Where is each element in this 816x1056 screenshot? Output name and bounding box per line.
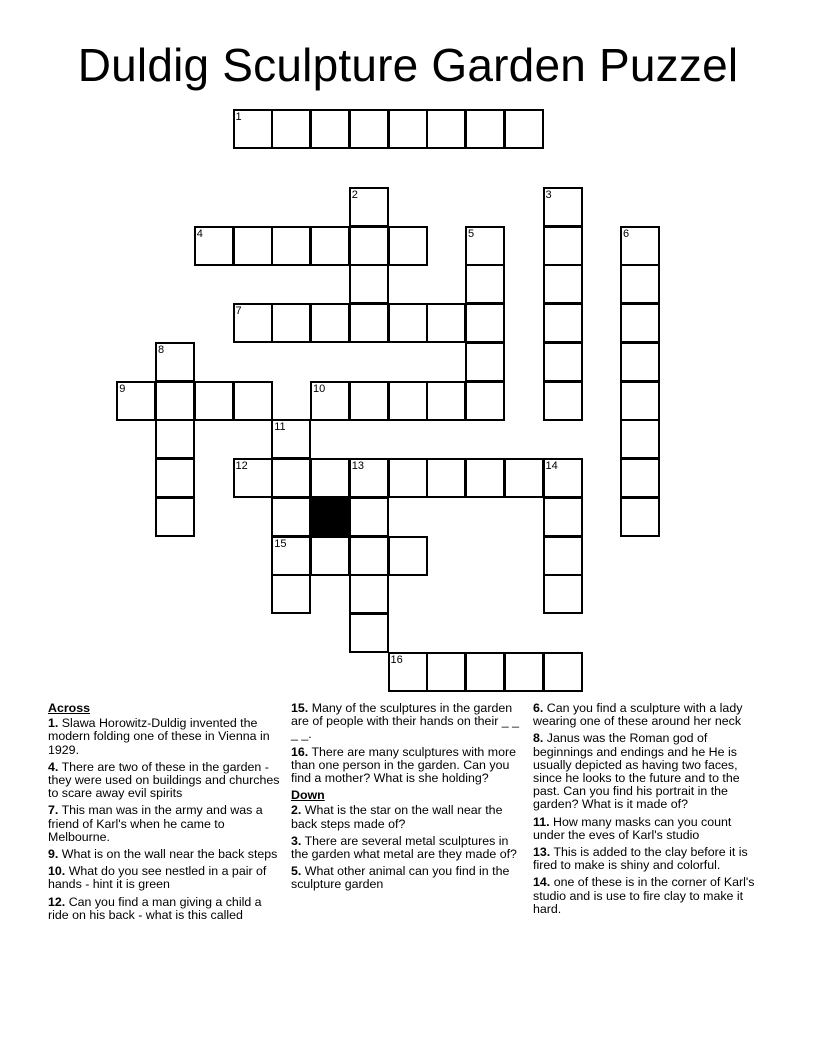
grid-cell[interactable] [349, 458, 389, 498]
grid-cell[interactable] [543, 536, 583, 576]
clue-text: Many of the sculptures in the garden are of people with their hands on their _ _ _ _. [291, 701, 519, 742]
grid-cell[interactable] [504, 109, 544, 149]
clue-text: Janus was the Roman god of beginnings and endings and he He is usually depicted as having two faces, since he looks to the future and to the past. Can you find his portrait in the garden? What is it made of? [533, 731, 740, 812]
clue-down-3 [291, 835, 523, 861]
clue-across-16 [291, 746, 523, 786]
grid-cell[interactable] [388, 226, 428, 266]
clue-number-label: 3 [545, 188, 552, 201]
grid-cell[interactable] [310, 109, 350, 149]
grid-cell[interactable] [233, 381, 273, 421]
grid-cell[interactable] [155, 497, 195, 537]
grid-cell[interactable] [543, 381, 583, 421]
clue-number-label: 14 [545, 460, 558, 472]
clue-text: There are two of these in the garden - they were used on buildings and churches to scare away evil spirits [48, 759, 280, 801]
grid-cell[interactable] [349, 574, 389, 614]
clue-across-7 [48, 804, 280, 844]
clue-text: This is added to the clay before it is fired to make is shiny and colorful. [533, 845, 748, 873]
grid-cell[interactable] [271, 226, 311, 266]
grid-cell[interactable] [349, 226, 389, 266]
clue-number-label: 4 [196, 227, 203, 240]
grid-cell[interactable] [388, 536, 428, 576]
grid-cell[interactable] [310, 226, 350, 266]
grid-cell[interactable] [543, 342, 583, 382]
grid-cell[interactable] [388, 303, 428, 343]
grid-cell[interactable] [465, 109, 505, 149]
grid-cell[interactable] [388, 109, 428, 149]
grid-cell[interactable] [310, 381, 350, 421]
grid-cell[interactable] [349, 536, 389, 576]
clue-across-10 [48, 865, 280, 891]
clue-number: 1. [48, 716, 59, 731]
clue-number: 4. [48, 759, 59, 774]
clue-number: 14. [533, 875, 551, 890]
grid-cell[interactable] [620, 226, 660, 266]
grid-cell[interactable] [271, 303, 311, 343]
grid-cell[interactable] [271, 109, 311, 149]
clue-text: How many masks can you count under the eves of Karl's studio [533, 814, 732, 842]
grid-cell[interactable] [155, 381, 195, 421]
grid-cell[interactable] [310, 536, 350, 576]
clue-across-1 [48, 717, 280, 757]
page-title: Duldig Sculpture Garden Puzzel [77, 39, 739, 91]
grid-cell[interactable] [620, 497, 660, 537]
grid-cell[interactable] [620, 342, 660, 382]
grid-cell[interactable] [543, 264, 583, 304]
grid-cell[interactable] [543, 458, 583, 498]
grid-cell[interactable] [271, 497, 311, 537]
grid-cell[interactable] [465, 342, 505, 382]
grid-cell[interactable] [465, 652, 505, 692]
clue-number: 12. [48, 894, 66, 909]
clue-text: There are many sculptures with more than one person in the garden. Can you find a mother? What is she holding? [291, 744, 516, 786]
grid-cell[interactable] [155, 458, 195, 498]
clue-number: 7. [48, 803, 59, 818]
clue-text: What is on the wall near the back steps [61, 847, 278, 862]
clue-number-label: 7 [235, 305, 242, 317]
grid-cell[interactable] [620, 458, 660, 498]
clue-number: 16. [291, 744, 309, 759]
clue-across-9 [48, 848, 280, 861]
clue-down-2 [291, 804, 523, 830]
clue-number: 9. [48, 847, 59, 862]
grid-cell[interactable] [349, 303, 389, 343]
clue-across-4 [48, 761, 280, 801]
clue-column-2 [291, 702, 523, 896]
grid-cell[interactable] [233, 303, 273, 343]
grid-cell[interactable] [310, 303, 350, 343]
grid-cell[interactable] [620, 381, 660, 421]
clue-number-label: 6 [623, 227, 630, 240]
clue-text: What other animal can you find in the sculpture garden [291, 864, 510, 892]
grid-cell[interactable] [543, 226, 583, 266]
grid-cell[interactable] [426, 303, 466, 343]
grid-cell[interactable] [349, 613, 389, 653]
grid-cell[interactable] [388, 652, 428, 692]
clue-column-3 [533, 702, 765, 920]
clue-across-12 [48, 896, 280, 922]
grid-cell[interactable] [116, 381, 156, 421]
grid-cell[interactable] [426, 109, 466, 149]
clue-number-label: 11 [274, 421, 286, 434]
clue-number-label: 16 [390, 653, 403, 666]
grid-cell[interactable] [426, 381, 466, 421]
grid-cell[interactable] [194, 381, 234, 421]
clue-down-8 [533, 732, 765, 811]
grid-cell[interactable] [465, 264, 505, 304]
grid-cell[interactable] [310, 458, 350, 498]
grid-cell[interactable] [543, 187, 583, 227]
grid-cell[interactable] [349, 187, 389, 227]
clue-number-label: 2 [351, 188, 358, 201]
grid-cell[interactable] [620, 303, 660, 343]
clue-number: 2. [291, 803, 302, 818]
grid-cell[interactable] [388, 381, 428, 421]
clue-text: one of these is in the corner of Karl's studio and is use to fire clay to make it hard. [533, 875, 755, 916]
grid-cell[interactable] [271, 458, 311, 498]
grid-cell[interactable] [426, 652, 466, 692]
clue-number-label: 15 [274, 537, 287, 550]
clue-number: 11. [533, 814, 550, 829]
grid-cell[interactable] [194, 226, 234, 266]
clue-across-15 [291, 702, 523, 742]
grid-cell[interactable] [271, 419, 311, 459]
clue-down-6 [533, 702, 765, 728]
clue-number: 10. [48, 864, 66, 879]
grid-cell[interactable] [504, 458, 544, 498]
clue-down-11 [533, 816, 765, 842]
clue-number: 15. [291, 701, 309, 715]
grid-cell[interactable] [155, 342, 195, 382]
clue-down-5 [291, 865, 523, 891]
grid-cell[interactable] [543, 303, 583, 343]
grid-cell[interactable] [426, 458, 466, 498]
grid-cell[interactable] [504, 652, 544, 692]
clue-number: 13. [533, 845, 551, 860]
grid-cell[interactable] [155, 419, 195, 459]
clue-number-label: 8 [158, 343, 165, 356]
clue-text: There are several metal sculptures in the garden what metal are they made of? [291, 833, 517, 862]
grid-cell[interactable] [233, 226, 273, 266]
clue-text: Can you find a man giving a child a ride on his back - what is this called [48, 894, 262, 922]
clue-text: What is the star on the wall near the back steps made of? [291, 803, 503, 831]
grid-cell[interactable] [620, 419, 660, 459]
grid-cell[interactable] [465, 303, 505, 343]
grid-cell[interactable] [465, 226, 505, 266]
grid-cell[interactable] [271, 536, 311, 576]
clue-number: 6. [533, 701, 544, 715]
grid-cell[interactable] [465, 381, 505, 421]
grid-cell[interactable] [543, 497, 583, 537]
grid-cell[interactable] [465, 458, 505, 498]
clue-number: 3. [291, 833, 302, 848]
clue-column-1 [48, 702, 280, 926]
grid-cell[interactable] [233, 458, 273, 498]
clue-down-14 [533, 876, 765, 916]
clue-text: What do you see nestled in a pair of hands - hint it is green [48, 864, 267, 892]
clue-number-label: 13 [351, 460, 364, 472]
clue-down-13 [533, 846, 765, 872]
clue-text: Can you find a sculpture with a lady wearing one of these around her neck [533, 701, 743, 729]
down-heading: Down [291, 788, 325, 803]
clue-number-label: 5 [468, 227, 475, 240]
grid-cell[interactable] [543, 652, 583, 692]
clue-text: Slawa Horowitz-Duldig invented the modern folding one of these in Vienna in 1929. [48, 716, 270, 757]
clue-number-label: 10 [313, 382, 326, 395]
clue-number-label: 1 [235, 111, 242, 124]
grid-cell[interactable] [620, 264, 660, 304]
clue-number: 8. [533, 731, 544, 746]
grid-cell[interactable] [271, 574, 311, 614]
grid-cell[interactable] [349, 264, 389, 304]
black-square [310, 497, 350, 537]
clue-text: This man was in the army and was a friend of Karl's when he came to Melbourne. [48, 803, 263, 844]
grid-cell[interactable] [543, 574, 583, 614]
grid-cell[interactable] [349, 497, 389, 537]
grid-cell[interactable] [349, 381, 389, 421]
across-heading: Across [48, 701, 91, 715]
grid-cell[interactable] [233, 109, 273, 149]
grid-cell[interactable] [349, 109, 389, 149]
grid-cell[interactable] [388, 458, 428, 498]
clue-number: 5. [291, 864, 302, 879]
clue-number-label: 9 [119, 382, 126, 395]
clue-number-label: 12 [235, 460, 248, 472]
